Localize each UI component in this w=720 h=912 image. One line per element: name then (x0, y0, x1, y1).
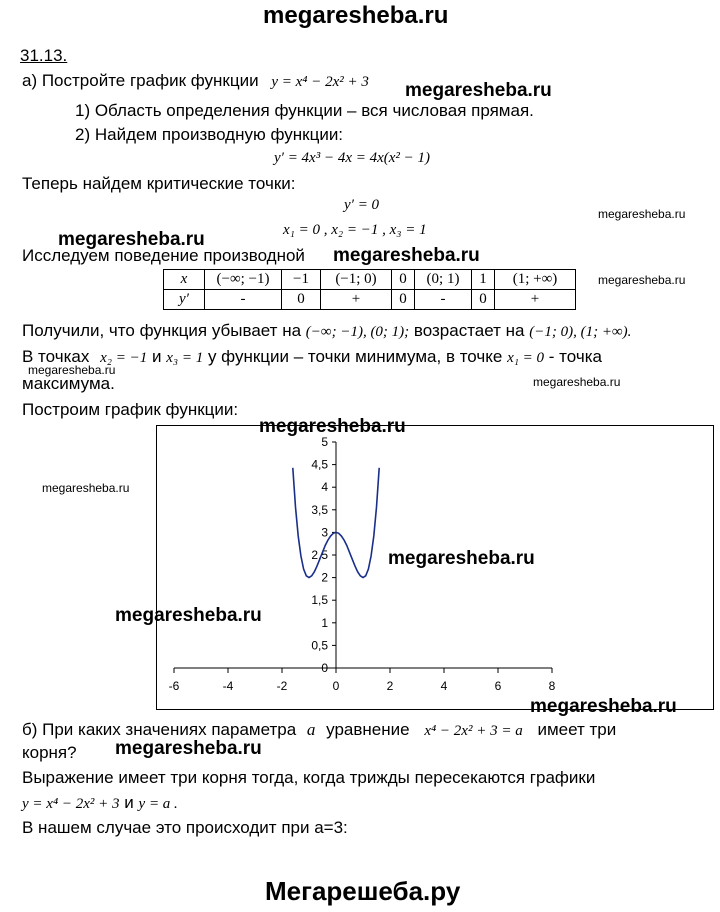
step-1: 1) Область определения функции – вся числовая прямая. (75, 101, 534, 120)
result-line-3: максимума. (22, 374, 115, 393)
y-tick-label: 3,5 (311, 502, 328, 517)
derivative-sign-table (163, 269, 576, 310)
decrease-intervals: (−∞; −1), (0; 1); (305, 324, 410, 340)
min-point-2: x₃ = 1 (166, 350, 204, 366)
part-b-line-5: В нашем случае это происходит при а=3: (22, 818, 348, 837)
watermark: megaresheba.ru (530, 696, 677, 717)
table-cell: - (415, 290, 472, 310)
table-row-derivative (164, 290, 576, 310)
x-tick-label: 6 (494, 679, 502, 693)
table-cell: - (205, 290, 282, 310)
x-tick-label: 2 (386, 679, 394, 693)
investigate-text: Исследуем поведение производной (22, 246, 305, 265)
watermark: megaresheba.ru (28, 363, 116, 377)
watermark: megaresheba.ru (58, 229, 205, 250)
table-cell: x (164, 270, 205, 290)
part-b-line-1 (22, 720, 616, 741)
y-tick-label: 3 (321, 525, 328, 540)
table-cell: 0 (392, 290, 415, 310)
graph-function: y = x⁴ − 2x² + 3 (22, 796, 120, 812)
x-tick-label: 0 (332, 679, 340, 693)
x-tick-label: -6 (168, 679, 180, 693)
x-tick-label: -4 (222, 679, 234, 693)
watermark: megaresheba.ru (115, 738, 262, 759)
part-b-line-2: корня? (22, 743, 77, 762)
part-b-line-4 (22, 793, 178, 814)
max-point: x₁ = 0 (507, 350, 545, 366)
table-cell: + (321, 290, 392, 310)
equation: x⁴ − 2x² + 3 = a (424, 723, 523, 739)
y-tick-label: 2 (321, 570, 328, 585)
watermark: megaresheba.ru (533, 375, 621, 389)
plot-intro: Построим график функции: (22, 400, 239, 419)
watermark: megaresheba.ru (388, 548, 535, 569)
y-tick-label: 1 (321, 615, 328, 630)
table-cell: (0; 1) (415, 270, 472, 290)
result-text: возрастает на (413, 321, 525, 340)
critical-intro: Теперь найдем критические точки: (22, 174, 296, 193)
x-tick-label: 8 (548, 679, 556, 693)
table-cell: (1; +∞) (495, 270, 576, 290)
table-row-x (164, 270, 576, 290)
table-cell: 1 (472, 270, 495, 290)
critical-points: x₁ = 0 , x₂ = −1 , x₃ = 1 (283, 222, 427, 238)
increase-intervals: (−1; 0), (1; +∞). (529, 324, 632, 340)
graph-line: y = a . (138, 796, 178, 812)
step-2: 2) Найдем производную функции: (75, 125, 344, 144)
table-cell: −1 (282, 270, 321, 290)
y-tick-label: 4,5 (311, 457, 328, 472)
table-cell: 0 (472, 290, 495, 310)
table-cell: + (495, 290, 576, 310)
result-text: В точках (22, 347, 90, 366)
watermark: megaresheba.ru (598, 207, 686, 221)
y-tick-label: 4 (321, 480, 328, 495)
part-b-line-3: Выражение имеет три корня тогда, когда трижды пересекаются графики (22, 768, 596, 787)
watermark: megaresheba.ru (42, 481, 130, 495)
parameter-a: a (306, 720, 316, 739)
watermark: megaresheba.ru (405, 80, 552, 101)
table-cell: y′ (164, 290, 205, 310)
table-cell: (−∞; −1) (205, 270, 282, 290)
x-tick-label: -2 (276, 679, 288, 693)
part-b-text: б) При каких значениях параметра (22, 720, 297, 739)
part-b-text: имеет три (537, 720, 617, 739)
y-tick-label: 0 (321, 661, 328, 675)
site-header: megaresheba.ru (263, 2, 449, 29)
watermark: megaresheba.ru (333, 245, 480, 266)
part-a-function: y = x⁴ − 2x² + 3 (271, 74, 369, 90)
y-tick-label: 5 (321, 435, 328, 449)
x-tick-label: 4 (440, 679, 448, 693)
critical-equation: y′ = 0 (344, 197, 380, 213)
watermark: megaresheba.ru (115, 605, 262, 626)
min-point-1: x₂ = −1 (100, 350, 148, 366)
result-text: и (151, 347, 162, 366)
y-tick-label: 2,5 (311, 548, 328, 562)
result-text: - точка (548, 347, 602, 366)
part-a-text: а) Постройте график функции (22, 71, 259, 90)
result-text: у функции – точки минимума, в точке (207, 347, 503, 366)
watermark: megaresheba.ru (598, 273, 686, 287)
result-line-1 (22, 321, 631, 342)
watermark: megaresheba.ru (259, 416, 406, 437)
derivative-formula: y′ = 4x³ − 4x = 4x(x² − 1) (274, 150, 431, 166)
part-a-intro (22, 71, 369, 92)
problem-number: 31.13. (20, 46, 68, 65)
part-b-text: и (124, 793, 134, 812)
part-b-text: уравнение (326, 720, 410, 739)
site-footer: Мегарешеба.ру (265, 876, 461, 906)
table-cell: 0 (392, 270, 415, 290)
table-cell: (−1; 0) (321, 270, 392, 290)
table-cell: 0 (282, 290, 321, 310)
result-text: Получили, что функция убывает на (22, 321, 302, 340)
y-tick-label: 1,5 (311, 593, 328, 608)
y-tick-label: 0,5 (311, 638, 328, 653)
